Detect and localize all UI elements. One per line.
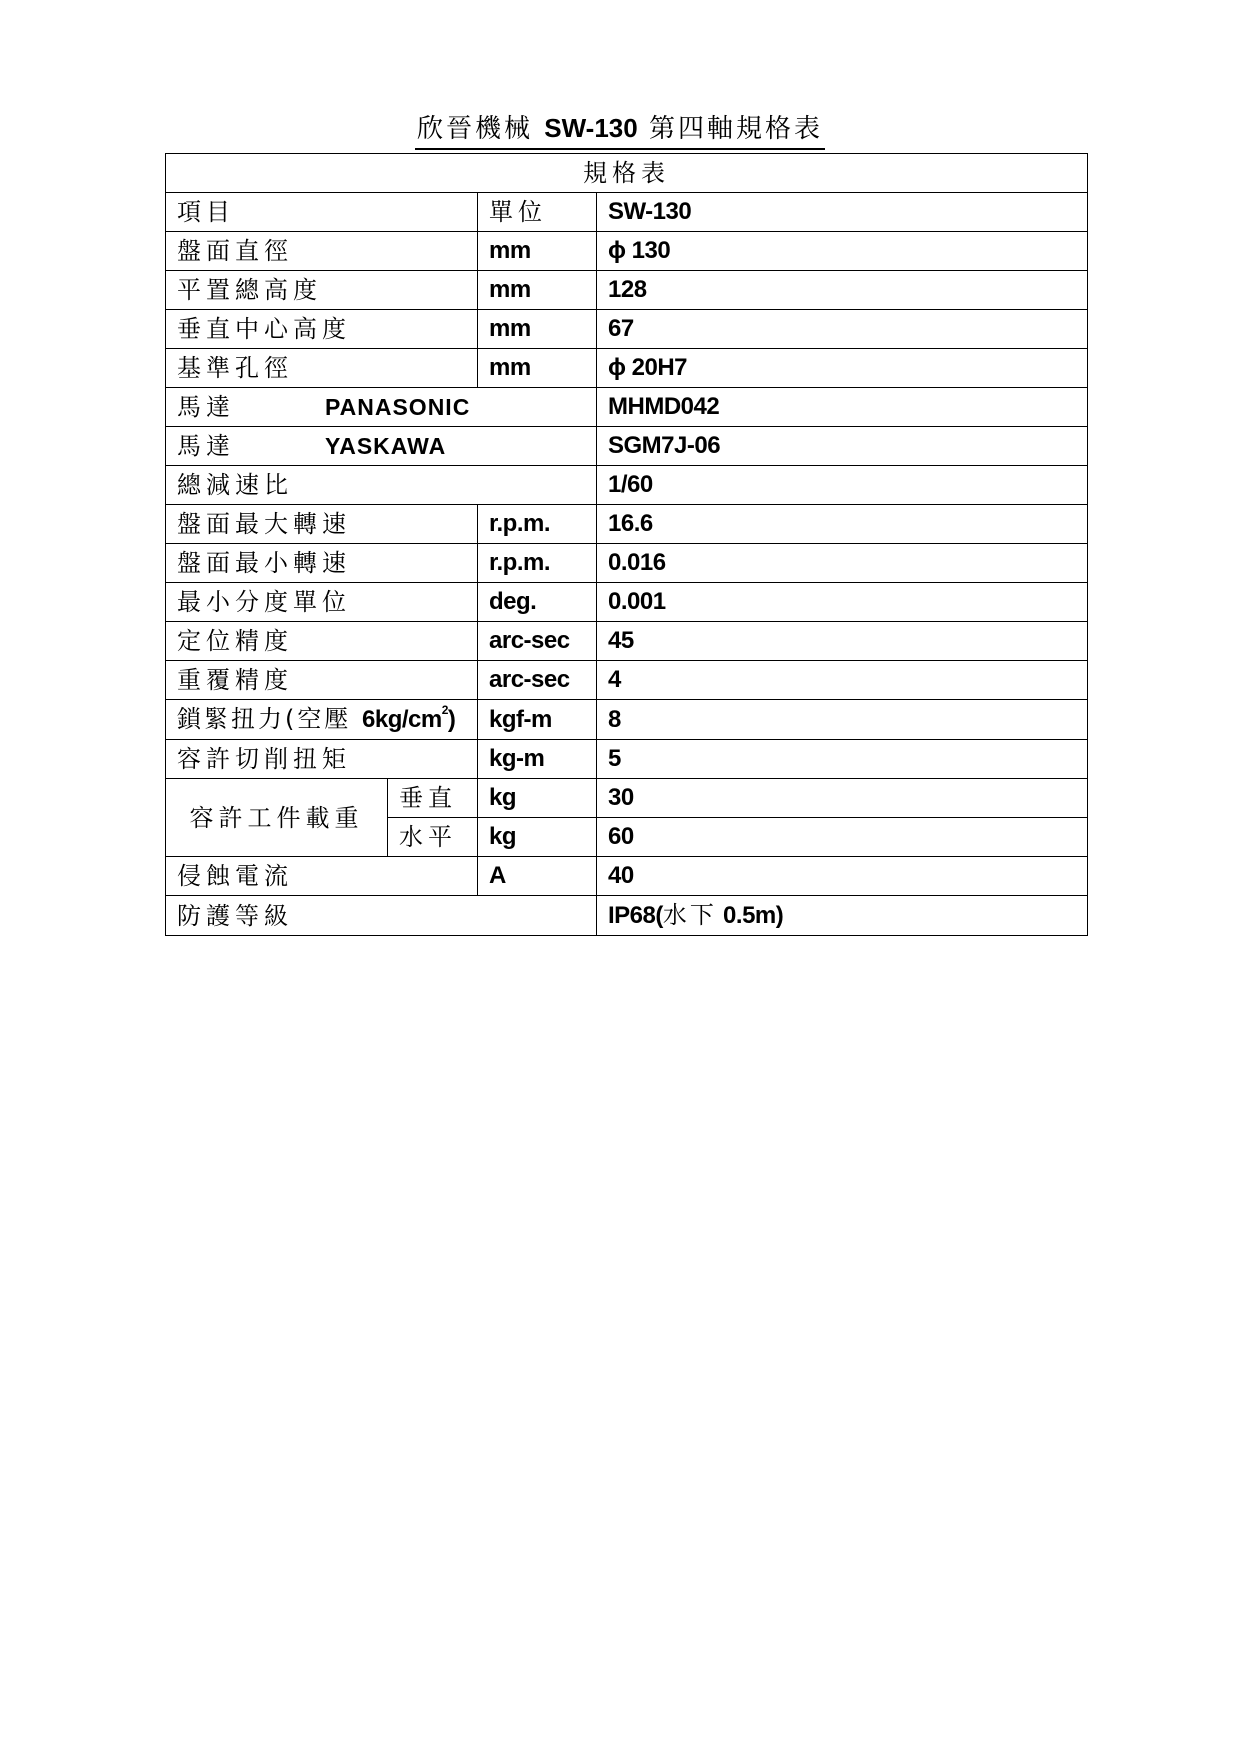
row-unit: mm xyxy=(478,349,597,388)
column-header-row xyxy=(166,193,1088,232)
table-row xyxy=(166,544,1088,583)
row-unit: deg. xyxy=(478,583,597,622)
table-row xyxy=(166,583,1088,622)
table-row-workload-vertical xyxy=(166,779,1088,818)
title-suffix: 第四軸規格表 xyxy=(648,114,823,144)
table-row xyxy=(166,310,1088,349)
clamp-torque-superscript: 2 xyxy=(441,703,448,717)
row-item: 基準孔徑 xyxy=(166,349,478,388)
protection-value-zh: 水下 xyxy=(662,901,717,929)
row-value: 45 xyxy=(597,622,1088,661)
row-item: 盤面直徑 xyxy=(166,232,478,271)
table-row xyxy=(166,661,1088,700)
clamp-torque-pressure: 6kg/cm xyxy=(362,706,442,733)
workload-horizontal-unit: kg xyxy=(478,818,597,857)
table-row xyxy=(166,271,1088,310)
table-row-current xyxy=(166,857,1088,896)
clamp-torque-paren-close: ) xyxy=(447,706,456,733)
row-unit: r.p.m. xyxy=(478,544,597,583)
table-row-protection xyxy=(166,896,1088,936)
table-row-clamp-torque xyxy=(166,700,1088,740)
table-header-row xyxy=(166,154,1088,193)
clamp-torque-label: 鎖緊扭力 xyxy=(177,705,285,733)
column-header-unit: 單位 xyxy=(478,193,597,232)
workload-horizontal-label: 水平 xyxy=(388,818,478,857)
current-unit: A xyxy=(478,857,597,896)
spec-table xyxy=(165,153,1088,936)
table-row xyxy=(166,505,1088,544)
row-item: 定位精度 xyxy=(166,622,478,661)
row-unit: arc-sec xyxy=(478,661,597,700)
row-value: ϕ 20H7 xyxy=(597,349,1088,388)
row-value: ϕ 130 xyxy=(597,232,1088,271)
table-row-motor xyxy=(166,427,1088,466)
table-row-cutting-torque xyxy=(166,740,1088,779)
clamp-torque-value: 8 xyxy=(597,700,1088,740)
cutting-torque-value: 5 xyxy=(597,740,1088,779)
row-item: 最小分度單位 xyxy=(166,583,478,622)
current-item: 侵蝕電流 xyxy=(166,857,478,896)
workload-vertical-unit: kg xyxy=(478,779,597,818)
workload-vertical-value: 30 xyxy=(597,779,1088,818)
row-item: 盤面最大轉速 xyxy=(166,505,478,544)
cutting-torque-item: 容許切削扭矩 xyxy=(166,740,478,779)
table-row-motor xyxy=(166,388,1088,427)
row-item: 垂直中心高度 xyxy=(166,310,478,349)
title-underline xyxy=(415,110,825,150)
clamp-torque-paren-open: (空壓 xyxy=(285,705,352,733)
cutting-torque-unit: kg-m xyxy=(478,740,597,779)
protection-value xyxy=(597,896,1088,936)
clamp-torque-unit: kgf-m xyxy=(478,700,597,740)
table-row-reduction xyxy=(166,466,1088,505)
workload-item: 容許工件載重 xyxy=(166,779,388,857)
motor-value: SGM7J-06 xyxy=(597,427,1088,466)
clamp-torque-item xyxy=(166,700,478,740)
motor-value: MHMD042 xyxy=(597,388,1088,427)
motor-item-cell xyxy=(166,388,597,427)
row-unit: arc-sec xyxy=(478,622,597,661)
motor-brand: YASKAWA xyxy=(325,433,447,459)
table-row xyxy=(166,622,1088,661)
row-value: 16.6 xyxy=(597,505,1088,544)
row-item: 重覆精度 xyxy=(166,661,478,700)
motor-item-cell xyxy=(166,427,597,466)
row-value: 0.001 xyxy=(597,583,1088,622)
column-header-item: 項目 xyxy=(166,193,478,232)
row-value: 67 xyxy=(597,310,1088,349)
row-value: 4 xyxy=(597,661,1088,700)
row-item: 盤面最小轉速 xyxy=(166,544,478,583)
motor-item: 馬達 xyxy=(177,432,235,460)
title-model: SW-130 xyxy=(544,113,638,143)
reduction-value: 1/60 xyxy=(597,466,1088,505)
row-unit: mm xyxy=(478,271,597,310)
row-unit: mm xyxy=(478,310,597,349)
title-prefix: 欣晉機械 xyxy=(417,114,534,144)
motor-brand: PANASONIC xyxy=(325,394,471,420)
row-unit: mm xyxy=(478,232,597,271)
column-header-model: SW-130 xyxy=(597,193,1088,232)
current-value: 40 xyxy=(597,857,1088,896)
reduction-item: 總減速比 xyxy=(166,466,597,505)
workload-horizontal-value: 60 xyxy=(597,818,1088,857)
row-value: 0.016 xyxy=(597,544,1088,583)
row-item: 平置總高度 xyxy=(166,271,478,310)
protection-value-prefix: IP68( xyxy=(608,902,663,929)
row-value: 128 xyxy=(597,271,1088,310)
protection-item: 防護等級 xyxy=(166,896,597,936)
protection-value-suffix: 0.5m) xyxy=(723,902,784,929)
table-row xyxy=(166,232,1088,271)
row-unit: r.p.m. xyxy=(478,505,597,544)
motor-item: 馬達 xyxy=(177,393,235,421)
page-title xyxy=(0,110,1240,150)
table-row xyxy=(166,349,1088,388)
table-header: 規格表 xyxy=(166,154,1088,193)
workload-vertical-label: 垂直 xyxy=(388,779,478,818)
